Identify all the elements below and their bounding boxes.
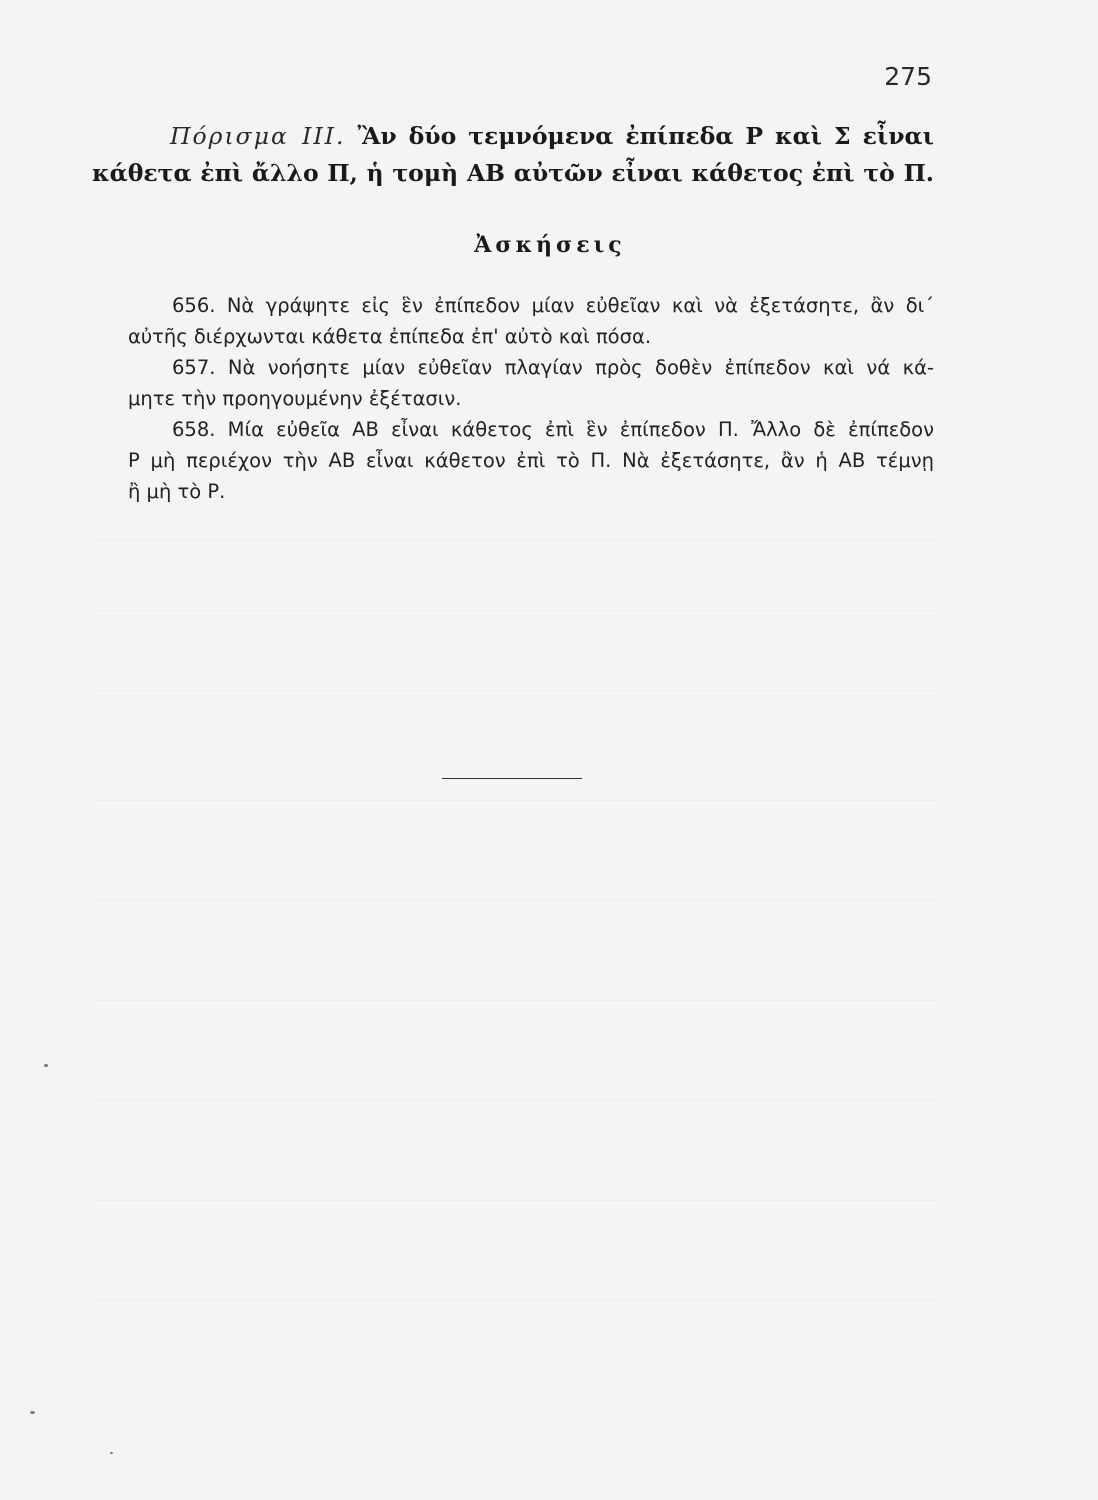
show-through-line xyxy=(96,610,936,611)
exercise-656 xyxy=(128,290,934,352)
exercise-656-line-1: 656. Νὰ γράψητε εἰς ἓν ἐπίπεδον μίαν εὐθεῖαν καὶ νὰ ἐξετάσητε, ἂν δι΄ xyxy=(172,294,934,317)
exercise-658-line-2: Ρ μὴ περιέχον τὴν ΑΒ εἶναι κάθετον ἐπὶ τὸ Π. Νὰ ἐξετάσητε, ἂν ἡ ΑΒ τέμνῃ xyxy=(128,449,934,472)
corollary-line-2: κάθετα ἐπὶ ἄλλο Π, ἡ τομὴ ΑΒ αὐτῶν εἶναι κάθετος ἐπὶ τὸ Π. xyxy=(92,159,934,187)
corollary-line-1 xyxy=(92,118,934,155)
exercises-list xyxy=(128,290,934,507)
corollary-label: Πόρισμα ΙΙΙ. xyxy=(170,122,346,150)
show-through-line xyxy=(96,1300,936,1301)
exercise-656-line-2: αὐτῆς διέρχωνται κάθετα ἐπίπεδα ἐπ' αὐτὸ καὶ πόσα. xyxy=(128,325,652,348)
show-through-line xyxy=(96,800,936,801)
show-through-line xyxy=(96,1000,936,1001)
exercise-657 xyxy=(128,352,934,414)
exercise-657-line-2: μητε τὴν προηγουμένην ἐξέτασιν. xyxy=(128,387,462,410)
page-number: 275 xyxy=(884,62,932,91)
corollary-statement-part-1: Ἂν δύο τεμνόμενα ἐπίπεδα Ρ καὶ Σ εἶναι xyxy=(357,122,934,150)
section-divider xyxy=(442,778,582,779)
scan-speck xyxy=(110,1452,113,1454)
exercise-658-line-3: ἢ μὴ τὸ Ρ. xyxy=(128,480,226,503)
show-through-line xyxy=(96,900,936,901)
exercises-heading: Ἀσκήσεις xyxy=(474,232,626,258)
exercise-658 xyxy=(128,414,934,507)
show-through-line xyxy=(96,690,936,691)
scan-speck xyxy=(44,1064,48,1067)
exercise-657-line-1: 657. Νὰ νοήσητε μίαν εὐθεῖαν πλαγίαν πρὸς δοθὲν ἐπίπεδον καὶ νά κά- xyxy=(172,356,934,379)
show-through-line xyxy=(96,1200,936,1201)
corollary-text xyxy=(92,118,934,192)
show-through-line xyxy=(96,1100,936,1101)
scan-speck xyxy=(30,1411,35,1414)
exercise-658-line-1: 658. Μία εὐθεῖα ΑΒ εἶναι κάθετος ἐπὶ ἓν ἐπίπεδον Π. Ἄλλο δὲ ἐπίπεδον xyxy=(172,418,934,441)
show-through-line xyxy=(96,540,936,541)
